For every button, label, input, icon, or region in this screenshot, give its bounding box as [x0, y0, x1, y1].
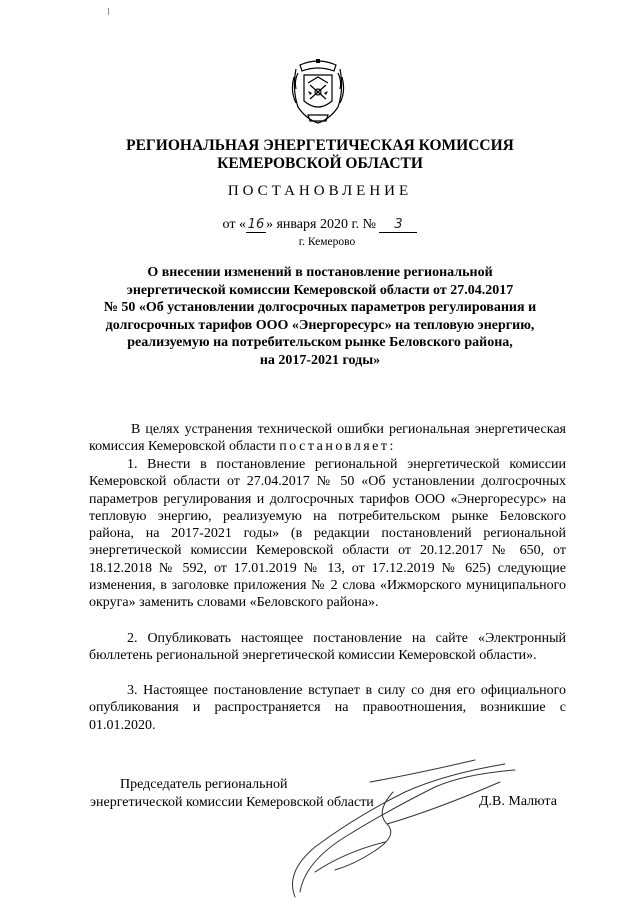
handwritten-signature	[275, 752, 520, 902]
date-prefix: от «	[222, 217, 246, 232]
title-line: реализуемую на потребительском рынке Беловского района,	[127, 335, 513, 350]
city: г. Кемерово	[298, 236, 356, 248]
title-line: на 2017-2021 годы»	[259, 352, 381, 368]
organization-name-line1: РЕГИОНАЛЬНАЯ ЭНЕРГЕТИЧЕСКАЯ КОМИССИЯ	[126, 137, 514, 154]
intro-paragraph	[89, 421, 566, 456]
intro-text: В целях устранения технической ошибки региональная энергетическая комиссия Кемеровской области	[89, 422, 566, 455]
title-line: энергетической комиссии Кемеровской области от 27.04.2017	[126, 282, 514, 298]
item-2-paragraph: 2. Опубликовать настоящее постановление на сайте «Электронный бюллетень региональной энергетической комиссии Кемеровской области».	[89, 631, 566, 664]
item-3-paragraph: 3. Настоящее постановление вступает в силу со дня его официального опубликования и распространяется на правоотношения, возникшие с 01.01.2020.	[89, 683, 566, 733]
title-line: долгосрочных тарифов ООО «Энергоресурс» на тепловую энергию,	[105, 317, 535, 333]
document-date-line	[0, 217, 640, 233]
intro-resolves: постановляет:	[279, 439, 396, 455]
signatory-name: Д.В. Малюта	[479, 794, 557, 809]
date-month-year: » января 2020 г. №	[265, 217, 376, 232]
document-type: ПОСТАНОВЛЕНИЕ	[227, 183, 413, 199]
signatory-title-line2: энергетической комиссии Кемеровской области	[90, 794, 374, 810]
document-number: 3	[379, 217, 417, 233]
signatory-title-line1: Председатель региональной	[120, 777, 288, 792]
title-line: О внесении изменений в постановление региональной	[147, 265, 493, 280]
date-day: 16	[247, 217, 265, 232]
title-line: № 50 «Об установлении долгосрочных параметров регулирования и	[103, 300, 537, 315]
item-1-paragraph: 1. Внести в постановление региональной энергетической комиссии Кемеровской области от 27.04.2017 № 50 «Об установлении долгосрочных параметров регулирования и долгосрочных тарифов ООО «Энергоресурс» на тепловую энергию, реализуемую на потребительском рынке Беловского района, на 2017-2021 годы» (в редакции постановлений региональной энергетической комиссии Кемеровской области от 20.12.2017 № 650, от 18.12.2018 № 592, от 17.01.2019 № 13, от 17.12.2019 № 625) следующие изменения, в заголовке приложения № 2 слова «Ижморского муниципального округа» заменить словами «Беловского района».	[89, 457, 566, 611]
organization-name-line2: КЕМЕРОВСКОЙ ОБЛАСТИ	[217, 155, 423, 172]
coat-of-arms-icon	[290, 55, 346, 125]
scan-mark	[108, 8, 109, 15]
